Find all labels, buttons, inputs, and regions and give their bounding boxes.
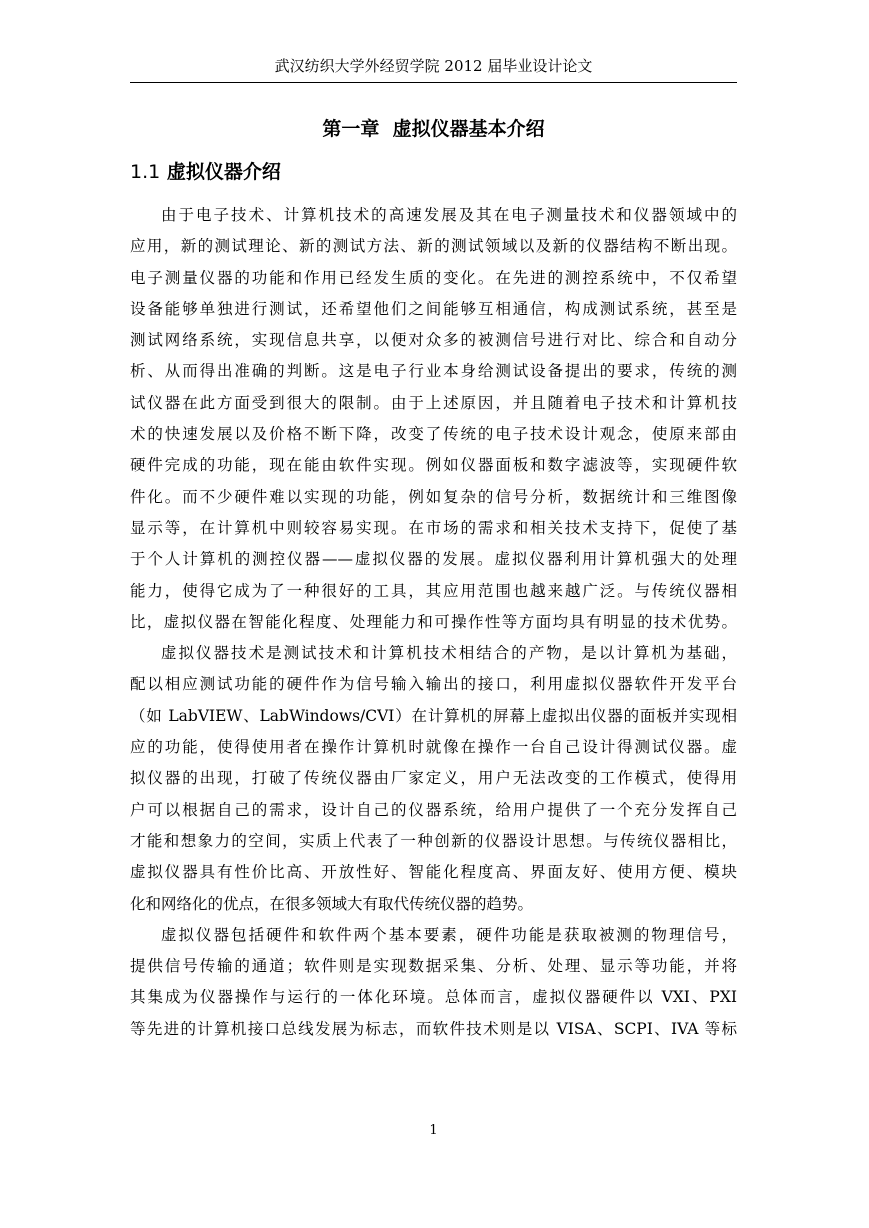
text-line: 于个人计算机的测控仪器——虚拟仪器的发展。虚拟仪器利用计算机强大的处理 [130, 550, 737, 569]
text-line: 显示等，在计算机中则较容易实现。在市场的需求和相关技术支持下，促使了基 [130, 518, 737, 537]
text-line: 提供信号传输的通道；软件则是实现数据采集、分析、处理、显示等功能，并将 [130, 957, 737, 976]
text-line: 术的快速发展以及价格不断下降，改变了传统的电子技术设计观念，使原来部由 [130, 425, 737, 444]
text-line: 化和网络化的优点，在很多领域大有取代传统仪器的趋势。 [130, 894, 534, 913]
text-line: 应的功能，使得使用者在操作计算机时就像在操作一台自己设计得测试仪器。虚 [130, 738, 737, 757]
chapter-title: 第一章 虚拟仪器基本介绍 [322, 118, 545, 140]
section-number: 1.1 [130, 161, 161, 183]
text-line: 拟仪器的出现，打破了传统仪器由厂家定义，用户无法改变的工作模式，使得用 [130, 769, 737, 788]
text-line: 虚拟仪器包括硬件和软件两个基本要素，硬件功能是获取被测的物理信号， [161, 925, 737, 944]
text-line: 配以相应测试功能的硬件作为信号输入输出的接口，利用虚拟仪器软件开发平台 [130, 675, 737, 694]
text-line: 件化。而不少硬件难以实现的功能，例如复杂的信号分析，数据统计和三维图像 [130, 487, 737, 506]
text-line: 等先进的计算机接口总线发展为标志，而软件技术则是以 VISA、SCPI、IVA 等标 [130, 1019, 737, 1038]
section-title-text: 虚拟仪器介绍 [166, 161, 281, 183]
text-line: （如 LabVIEW、LabWindows/CVI）在计算机的屏幕上虚拟出仪器的面板并实现相 [130, 706, 737, 725]
text-line: 试仪器在此方面受到很大的限制。由于上述原因，并且随着电子技术和计算机技 [130, 393, 737, 412]
text-line: 虚拟仪器具有性价比高、开放性好、智能化程度高、界面友好、使用方便、模块 [130, 863, 737, 882]
text-line: 虚拟仪器技术是测试技术和计算机技术相结合的产物，是以计算机为基础， [161, 644, 737, 663]
text-line: 才能和想象力的空间，实质上代表了一种创新的仪器设计思想。与传统仪器相比， [130, 831, 737, 850]
text-line: 电子测量仪器的功能和作用已经发生质的变化。在先进的测控系统中，不仅希望 [130, 268, 737, 287]
body-text [130, 200, 737, 1045]
section-title [130, 157, 281, 187]
paragraph-1 [130, 200, 737, 638]
text-line: 能力，使得它成为了一种很好的工具，其应用范围也越来越广泛。与传统仪器相 [130, 581, 737, 600]
text-line: 比，虚拟仪器在智能化程度、处理能力和可操作性等方面均具有明显的技术优势。 [130, 612, 737, 631]
text-line: 硬件完成的功能，现在能由软件实现。例如仪器面板和数字滤波等，实现硬件软 [130, 456, 737, 475]
paragraph-3 [130, 920, 737, 1045]
page-number: 1 [429, 1123, 438, 1138]
paragraph-2 [130, 638, 737, 920]
text-line: 测试网络系统，实现信息共享，以便对众多的被测信号进行对比、综合和自动分 [130, 331, 737, 350]
text-line: 由于电子技术、计算机技术的高速发展及其在电子测量技术和仪器领域中的 [161, 206, 737, 224]
text-line: 析、从而得出准确的判断。这是电子行业本身给测试设备提出的要求，传统的测 [130, 362, 737, 381]
text-line: 设备能够单独进行测试，还希望他们之间能够互相通信，构成测试系统，甚至是 [130, 299, 737, 318]
header-rule [130, 82, 737, 83]
text-line: 户可以根据自己的需求，设计自己的仪器系统，给用户提供了一个充分发挥自己 [130, 800, 737, 819]
text-line: 其集成为仪器操作与运行的一体化环境。总体而言，虚拟仪器硬件以 VXI、PXI [130, 988, 737, 1007]
text-line: 应用，新的测试理论、新的测试方法、新的测试领域以及新的仪器结构不断出现。 [130, 237, 737, 256]
running-header: 武汉纺织大学外经贸学院 2012 届毕业设计论文 [274, 57, 593, 75]
